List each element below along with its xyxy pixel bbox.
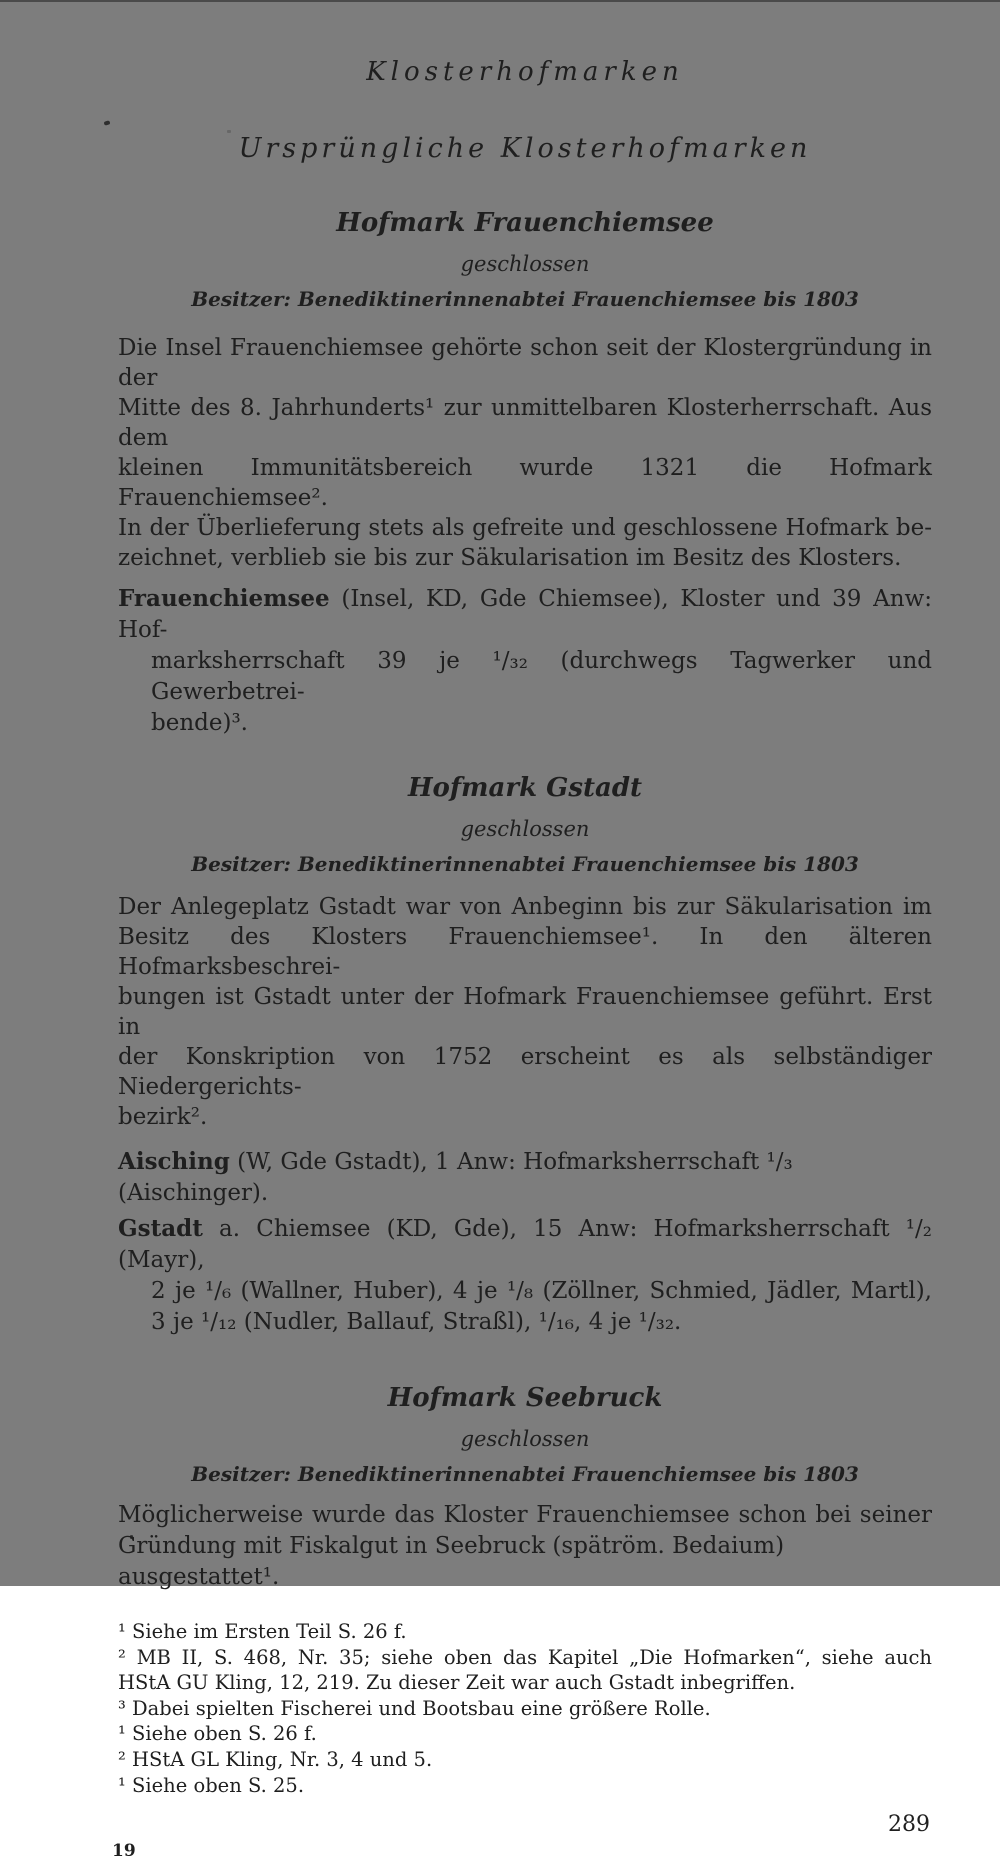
footnote-line: ² MB II, S. 468, Nr. 35; siehe oben das Kapitel „Die Hofmarken“, siehe auch [118, 1645, 932, 1669]
paragraph-line: bungen ist Gstadt unter der Hofmark Frauenchiemsee geführt. Erst in [118, 984, 932, 1040]
entry-lead: Gstadt [118, 1215, 203, 1242]
paragraph-line: kleinen Immunitätsbereich wurde 1321 die Hofmark Frauenchiemsee². [118, 455, 932, 511]
paragraph-line: Möglicherweise wurde das Kloster Frauenchiemsee schon bei seiner [118, 1502, 932, 1528]
paragraph-line: Der Anlegeplatz Gstadt war von Anbeginn bis zur Säkularisation im [118, 894, 932, 920]
footnotes [118, 1619, 932, 1798]
section-status: geschlossen [460, 817, 590, 841]
entry-text: (Insel, KD, Gde Chiemsee), Kloster und 39 Anw: Hof- [118, 586, 932, 643]
signature-mark: 19 [112, 1841, 136, 1862]
section-frauenchiemsee [118, 207, 932, 739]
entry-gstadt [118, 1213, 932, 1338]
paragraph-line: In der Überlieferung stets als gefreite und geschlossene Hofmark be- [118, 515, 932, 541]
section-seebruck [118, 1382, 932, 1593]
entry-line [118, 1213, 932, 1276]
entry-line: 3 je ¹/₁₂ (Nudler, Ballauf, Straßl), ¹/₁₆, 4 je ¹/₃₂. [151, 1309, 682, 1335]
entry-line [118, 583, 932, 646]
section-owner: Besitzer: Benediktinerinnenabtei Frauenchiemsee bis 1803 [191, 1462, 859, 1486]
page-title: Klosterhofmarken [366, 57, 684, 87]
section-heading: Hofmark Frauenchiemsee [336, 208, 714, 238]
entry-line: marksherrschaft 39 je ¹/₃₂ (durchwegs Tagwerker und Gewerbetrei- [151, 648, 932, 705]
entry-line: 2 je ¹/₆ (Wallner, Huber), 4 je ¹/₈ (Zöllner, Schmied, Jädler, Martl), [151, 1278, 932, 1304]
entry-line [118, 1146, 932, 1209]
section-gstadt [118, 772, 932, 1338]
footnote-line: HStA GU Kling, 12, 219. Zu dieser Zeit war auch Gstadt inbegriffen. [118, 1671, 796, 1695]
paragraph-line: der Konskription von 1752 erscheint es als selbständiger Niedergerichts- [118, 1044, 932, 1100]
footnote-line: ¹ Siehe oben S. 25. [118, 1773, 305, 1797]
entry-line: bende)³. [151, 710, 248, 736]
page-number: 289 [888, 1812, 930, 1838]
paragraph [118, 333, 932, 573]
section-owner: Besitzer: Benediktinerinnenabtei Frauenchiemsee bis 1803 [191, 852, 859, 876]
paragraph-line: Gründung mit Fiskalgut in Seebruck (spätröm. Bedaium) ausgestattet¹. [118, 1533, 785, 1590]
page-subtitle: Ursprüngliche Klosterhofmarken [238, 133, 812, 164]
section-heading: Hofmark Gstadt [407, 773, 643, 803]
entry-frauenchiemsee [118, 583, 932, 739]
entry-lead: Aisching [118, 1148, 230, 1175]
entry-aisching [118, 1146, 932, 1209]
section-heading: Hofmark Seebruck [387, 1383, 663, 1413]
paragraph [118, 892, 932, 1132]
paragraph-line: Mitte des 8. Jahrhunderts¹ zur unmittelbaren Klosterherrschaft. Aus dem [118, 395, 932, 451]
entry-list [118, 1146, 932, 1338]
footnote-line: ¹ Siehe oben S. 26 f. [118, 1722, 317, 1746]
section-owner: Besitzer: Benediktinerinnenabtei Frauenchiemsee bis 1803 [191, 287, 859, 311]
section-status: geschlossen [460, 1427, 590, 1451]
entry-list [118, 583, 932, 739]
footnote-line: ³ Dabei spielten Fischerei und Bootsbau eine größere Rolle. [118, 1696, 711, 1720]
footnote-line: ² HStA GL Kling, Nr. 3, 4 und 5. [118, 1747, 433, 1771]
paragraph-line: zeichnet, verblieb sie bis zur Säkularisation im Besitz des Klosters. [118, 545, 902, 571]
paragraph-line: Die Insel Frauenchiemsee gehörte schon seit der Klostergründung in der [118, 335, 932, 391]
entry-text: (W, Gde Gstadt), 1 Anw: Hofmarksherrschaft ¹/₃ (Aischinger). [118, 1149, 793, 1206]
entry-text: a. Chiemsee (KD, Gde), 15 Anw: Hofmarksherrschaft ¹/₂ (Mayr), [118, 1216, 932, 1273]
entry-lead: Frauenchiemsee [118, 585, 330, 612]
section-status: geschlossen [460, 252, 590, 276]
paragraph-line: Besitz des Klosters Frauenchiemsee¹. In den älteren Hofmarksbeschrei- [118, 924, 932, 980]
page-content [112, 0, 932, 1862]
ink-speck [104, 120, 111, 125]
paragraph [118, 1500, 932, 1593]
paragraph-line: bezirk². [118, 1104, 208, 1130]
footnote-line: ¹ Siehe im Ersten Teil S. 26 f. [118, 1620, 407, 1643]
